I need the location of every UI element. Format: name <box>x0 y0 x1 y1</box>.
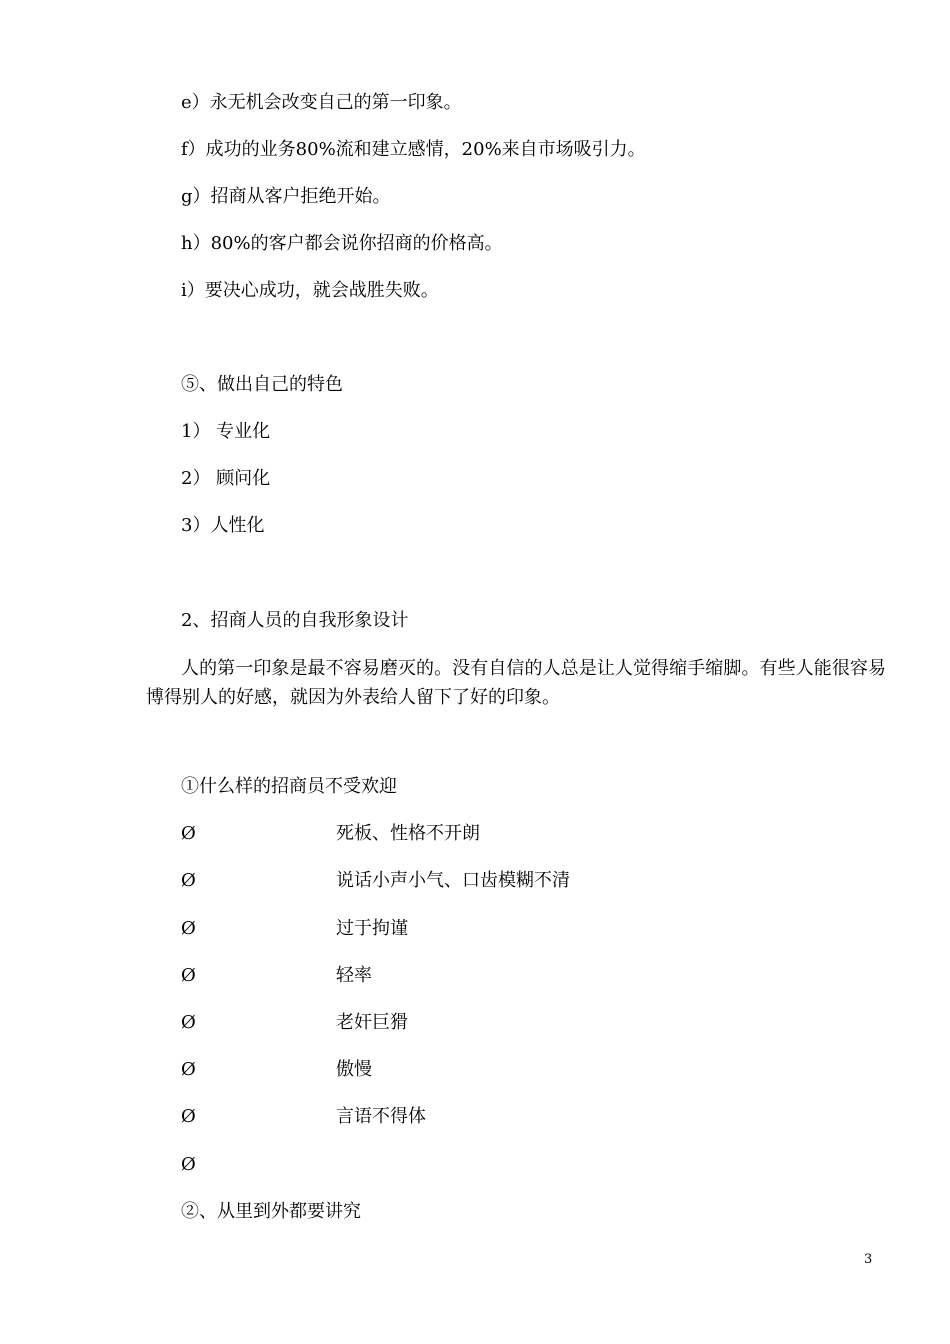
subsection-2-heading: ②、从里到外都要讲究 <box>181 1201 361 1222</box>
bullet-text: 轻率 <box>336 965 372 986</box>
bullet-mark: Ø <box>181 965 196 986</box>
bullet-text: 说话小声小气、口齿模糊不清 <box>336 870 570 891</box>
section-2-paragraph: 人的第一印象是最不容易磨灭的。没有自信的人总是让人觉得缩手缩脚。有些人能很容易博得别人的好感，就因为外表给人留下了好的印象。 <box>146 658 886 708</box>
list-item-g: g）招商从客户拒绝开始。 <box>181 186 391 207</box>
list-item-i: i）要决心成功，就会战胜失败。 <box>181 280 439 301</box>
section-5-heading: ⑤、做出自己的特色 <box>181 374 343 395</box>
list-item-h: h）80%的客户都会说你招商的价格高。 <box>181 233 503 254</box>
bullet-item <box>181 918 781 940</box>
section-5-item-2: 2） 顾问化 <box>181 468 271 489</box>
bullet-item <box>181 870 781 892</box>
section-5-item-1: 1） 专业化 <box>181 421 271 442</box>
bullet-mark: Ø <box>181 918 196 939</box>
bullet-item <box>181 823 781 845</box>
bullet-mark: Ø <box>181 1154 196 1175</box>
bullet-text: 过于拘谨 <box>336 918 408 939</box>
bullet-item <box>181 1106 781 1128</box>
bullet-item <box>181 1154 781 1176</box>
bullet-item <box>181 965 781 987</box>
bullet-mark: Ø <box>181 1106 196 1127</box>
section-5-item-3: 3）人性化 <box>181 515 265 536</box>
section-2-heading: 2、招商人员的自我形象设计 <box>181 610 409 631</box>
bullet-mark: Ø <box>181 1012 196 1033</box>
bullet-text: 老奸巨猾 <box>336 1012 408 1033</box>
bullet-item <box>181 1059 781 1081</box>
subsection-1-heading: ①什么样的招商员不受欢迎 <box>181 776 397 797</box>
bullet-text: 死板、性格不开朗 <box>336 823 480 844</box>
bullet-text: 言语不得体 <box>336 1106 426 1127</box>
bullet-text: 傲慢 <box>336 1059 372 1080</box>
list-item-f: f）成功的业务80%流和建立感情，20%来自市场吸引力。 <box>181 139 646 160</box>
page-number: 3 <box>864 1252 873 1267</box>
bullet-item <box>181 1012 781 1034</box>
bullet-mark: Ø <box>181 823 196 844</box>
list-item-e: e）永无机会改变自己的第一印象。 <box>181 92 462 113</box>
bullet-mark: Ø <box>181 870 196 891</box>
bullet-mark: Ø <box>181 1059 196 1080</box>
